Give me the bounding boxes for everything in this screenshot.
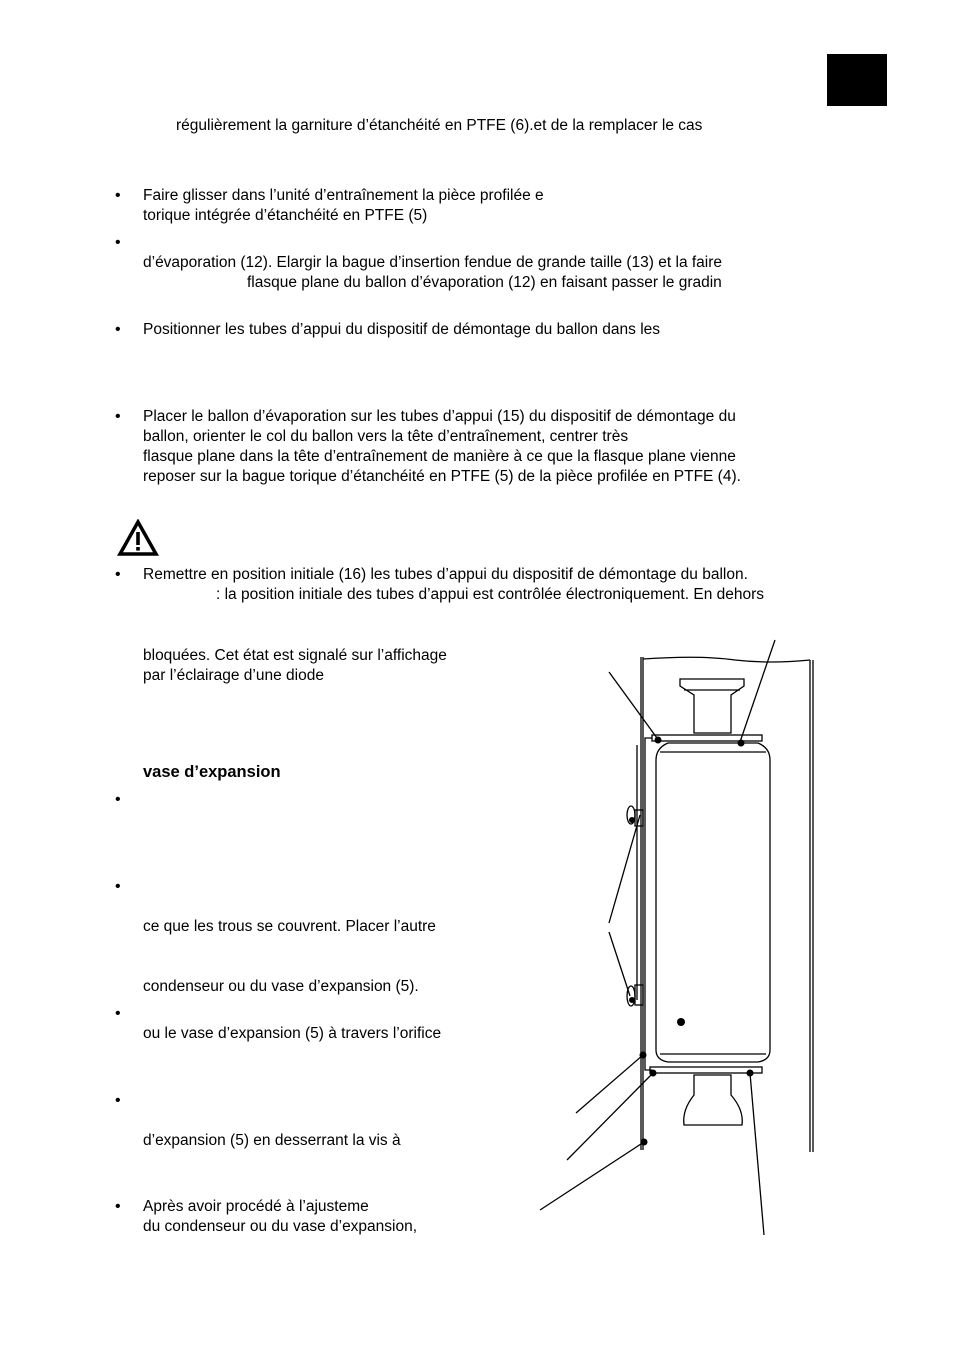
text-line: Positionner les tubes d’appui du dispositif de démontage du ballon dans les bbox=[143, 321, 661, 338]
text-line: par l’éclairage d’une diode bbox=[143, 667, 324, 684]
text-line: du condenseur ou du vase d’expansion, bbox=[143, 1218, 418, 1235]
warning-triangle-icon bbox=[117, 519, 159, 557]
section-heading: vase d’expansion bbox=[143, 763, 281, 781]
bullet: • bbox=[115, 791, 121, 808]
text-line: bloquées. Cet état est signalé sur l’affichage bbox=[143, 647, 447, 664]
text-line: flasque plane du ballon d’évaporation (12) en faisant passer le gradin bbox=[247, 274, 722, 291]
text-line: ce que les trous se couvrent. Placer l’autre bbox=[143, 918, 436, 935]
text-line: torique intégrée d’étanchéité en PTFE (5) bbox=[143, 207, 428, 224]
text-line: Remettre en position initiale (16) les tubes d’appui du dispositif de démontage du ballon. bbox=[143, 566, 748, 583]
bullet: • bbox=[115, 1198, 121, 1215]
bullet: • bbox=[115, 878, 121, 895]
bullet: • bbox=[115, 234, 121, 251]
text-line: Après avoir procédé à l’ajusteme bbox=[143, 1198, 369, 1215]
text-line: condenseur ou du vase d’expansion (5). bbox=[143, 978, 419, 995]
text-line: ou le vase d’expansion (5) à travers l’orifice bbox=[143, 1025, 442, 1042]
text-line: d’expansion (5) en desserrant la vis à bbox=[143, 1132, 401, 1149]
text-line: d’évaporation (12). Elargir la bague d’insertion fendue de grande taille (13) et la faire bbox=[143, 254, 723, 271]
text-line: Faire glisser dans l’unité d’entraînement la pièce profilée e bbox=[143, 187, 544, 204]
bullet: • bbox=[115, 566, 121, 583]
text-line: ballon, orienter le col du ballon vers la tête d’entraînement, centrer très bbox=[143, 428, 629, 445]
text-line: : la position initiale des tubes d’appui est contrôlée électroniquement. En dehors bbox=[216, 586, 765, 603]
text-line: flasque plane dans la tête d’entraînement de manière à ce que la flasque plane vienne bbox=[143, 448, 736, 465]
text-line: régulièrement la garniture d’étanchéité en PTFE (6).et de la remplacer le cas bbox=[176, 117, 703, 134]
text-line: reposer sur la bague torique d’étanchéité en PTFE (5) de la pièce profilée en PTFE (4). bbox=[143, 468, 741, 485]
page-tab-marker bbox=[827, 54, 887, 106]
bullet: • bbox=[115, 187, 121, 204]
bullet: • bbox=[115, 408, 121, 425]
text-line: Placer le ballon d’évaporation sur les tubes d’appui (15) du dispositif de démontage du bbox=[143, 408, 736, 425]
bullet: • bbox=[115, 321, 121, 338]
bullet: • bbox=[115, 1005, 121, 1022]
bullet: • bbox=[115, 1092, 121, 1109]
